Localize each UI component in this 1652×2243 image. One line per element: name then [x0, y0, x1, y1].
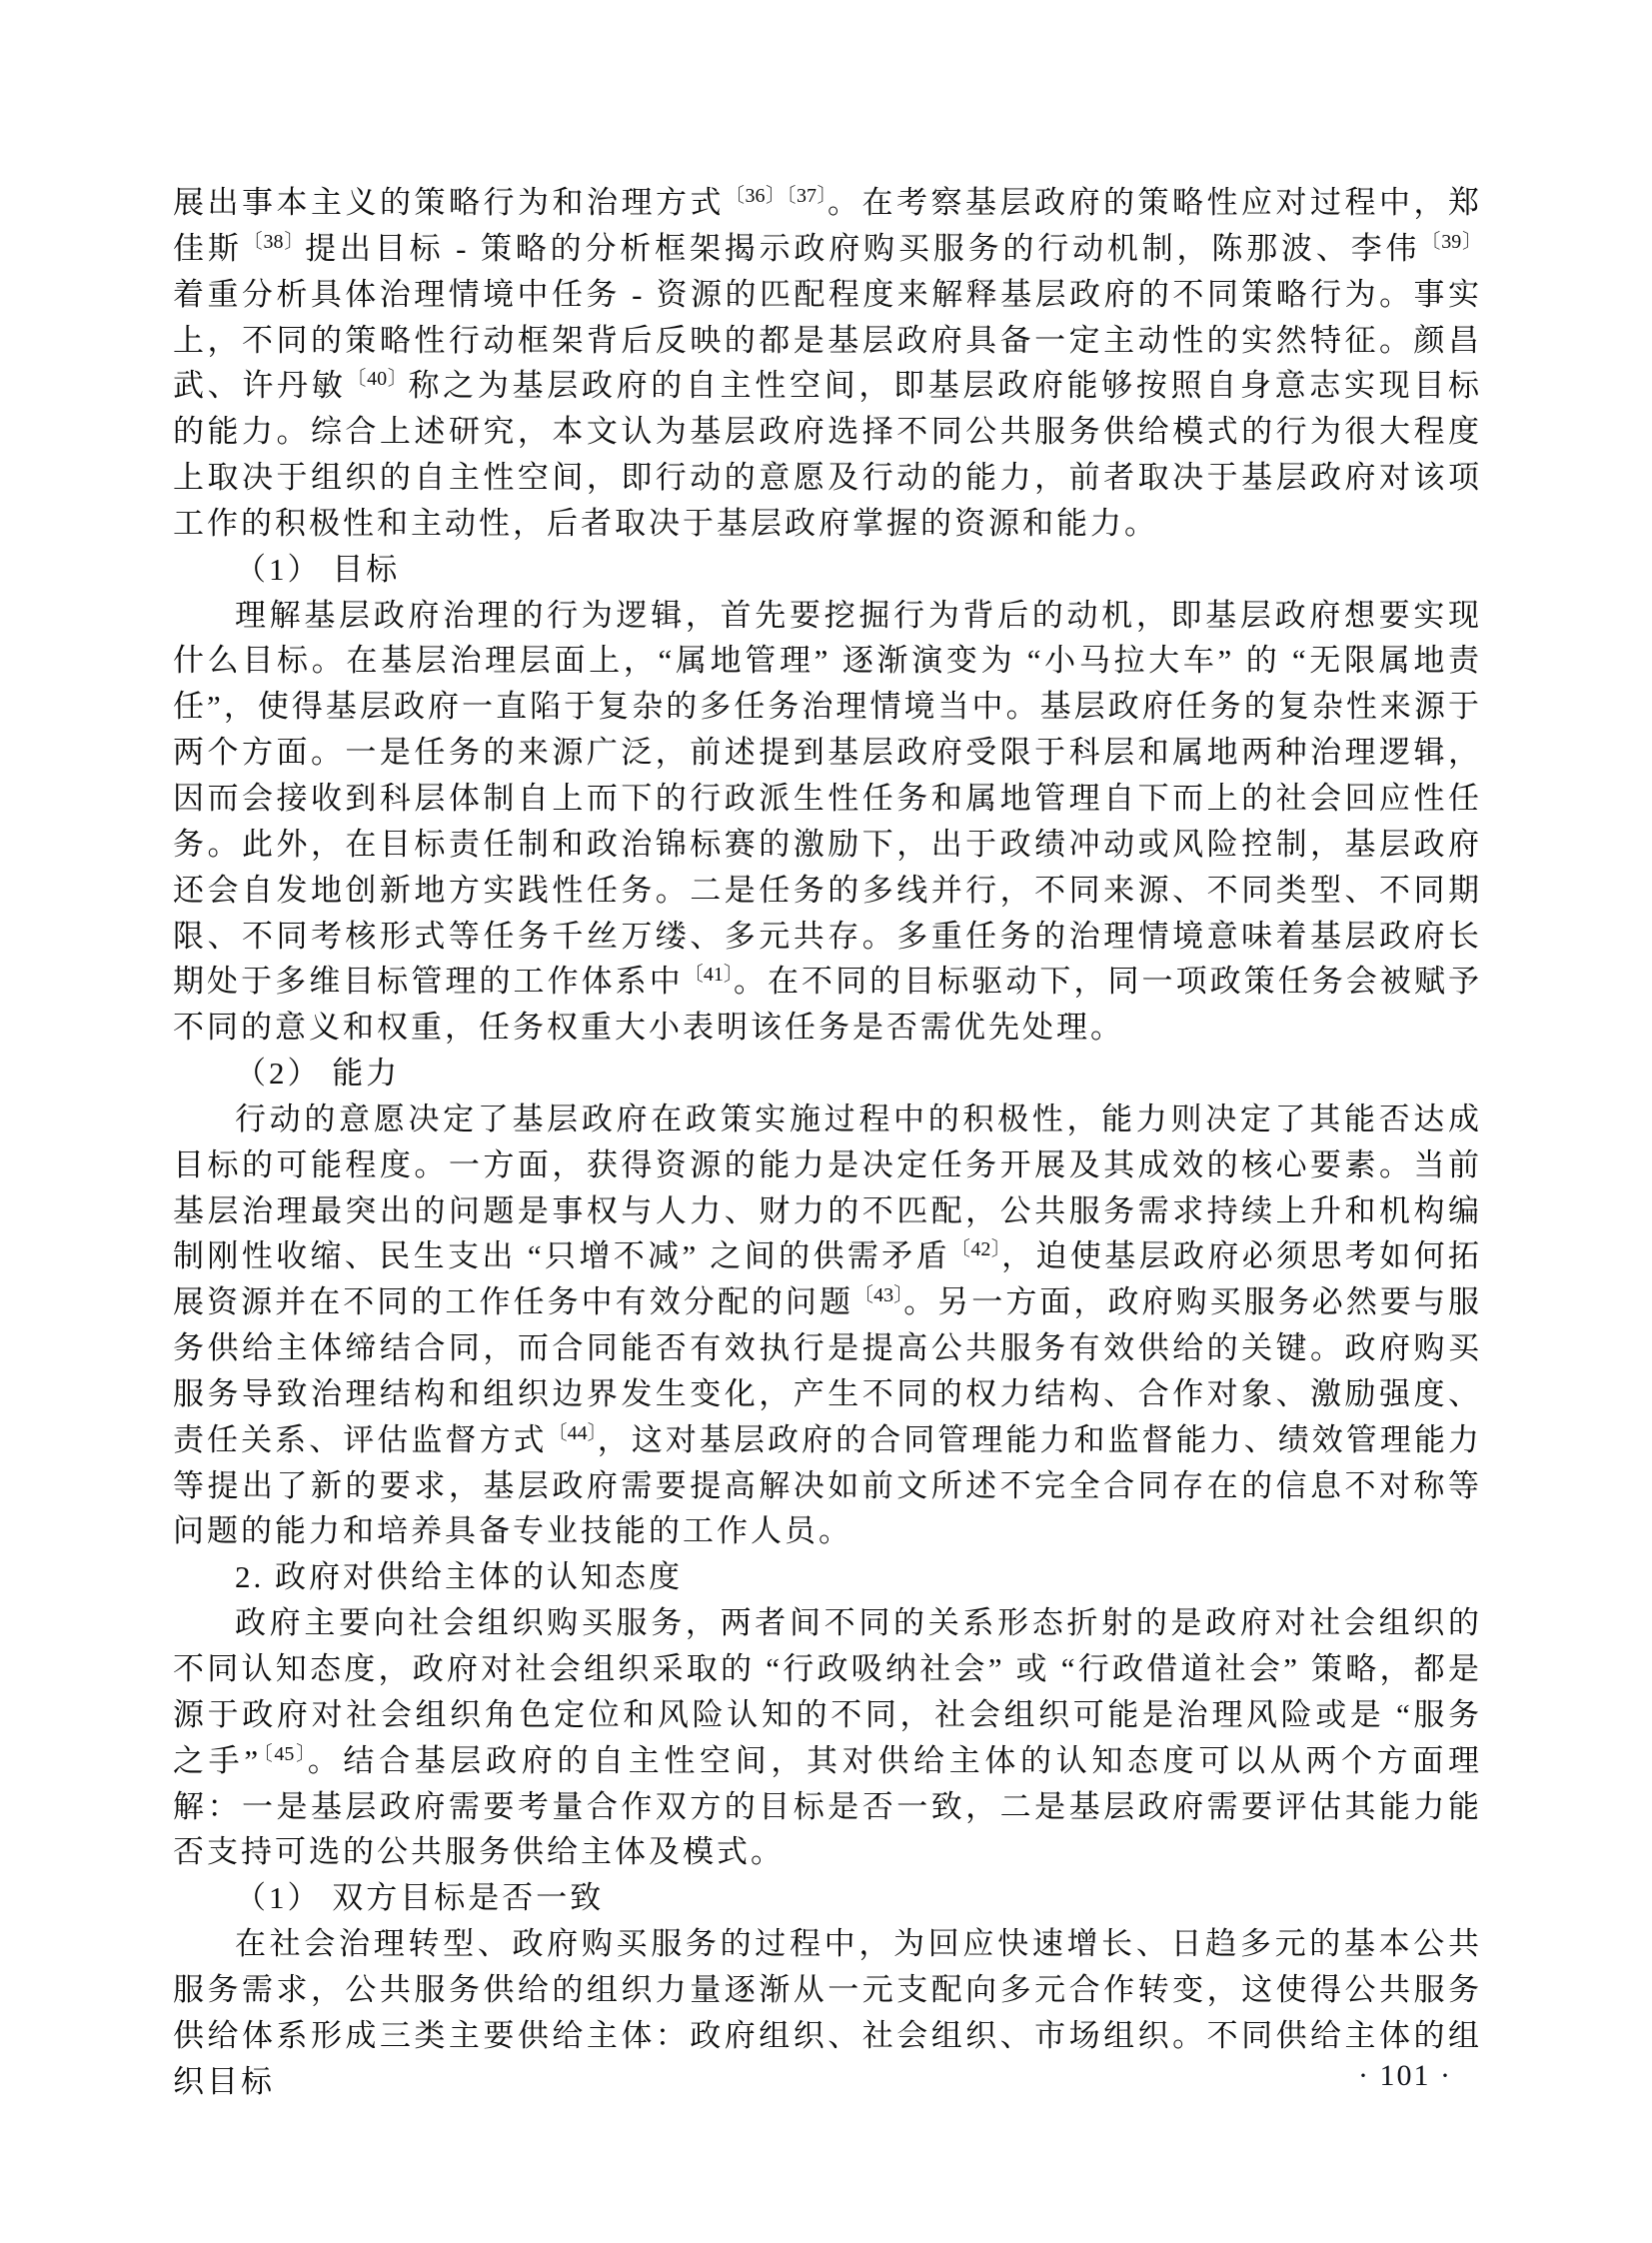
paragraph: 政府主要向社会组织购买服务，两者间不同的关系形态折射的是政府对社会组织的不同认知态度，政府对社会组织采取的 “行政吸纳社会” 或 “行政借道社会” 策略，都是源于政府对社会组织角色定位和风险认知的不同，社会组织可能是治理风险或是 “服务之手”$^{〔45〕}$。结合基层政府的自主性空间，其对供给主体的认知态度可以从两个方面理解：一是基层政府需要考量合作双方的目标是否一致，二是基层政府需要评估其能力能否支持可选的公共服务供给主体及模式。 — [173, 1605, 1482, 1870]
citation-reference: 〔40〕 — [346, 368, 409, 391]
section-subheading: （2） 能力 — [235, 1056, 401, 1092]
section-subheading: （1） 双方目标是否一致 — [235, 1880, 605, 1916]
citation-reference: 〔39〕 — [1420, 230, 1483, 253]
section-subheading: （1） 目标 — [235, 551, 401, 587]
paragraph: 行动的意愿决定了基层政府在政策实施过程中的积极性，能力则决定了其能否达成目标的可能程度。一方面，获得资源的能力是决定任务开展及其成效的核心要素。当前基层治理最突出的问题是事权与人力、财力的不匹配，公共服务需求持续上升和机构编制刚性收缩、民生支出 “只增不减” 之间的供需矛盾$^{〔42〕}$，迫使基层政府必须思考如何拓展资源并在不同的工作任务中有效分配的问题$^{〔43〕}$。另一方面，政府购买服务必然要与服务供给主体缔结合同，而合同能否有效执行是提高公共服务有效供给的关键。政府购买服务导致治理结构和组织边界发生变化，产生不同的权力结构、合作对象、激励强度、责任关系、评估监督方式$^{〔44〕}$，这对基层政府的合同管理能力和监督能力、绩效管理能力等提出了新的要求，基层政府需要提高解决如前文所述不完全合同存在的信息不对称等问题的能力和培养具备专业技能的工作人员。 — [173, 1101, 1483, 1549]
section-subheading: 2. 政府对供给主体的认知态度 — [235, 1559, 683, 1595]
paragraph: 理解基层政府治理的行为逻辑，首先要挖掘行为背后的动机，即基层政府想要实现什么目标。在基层治理层面上，“属地管理” 逐渐演变为 “小马拉大车” 的 “无限属地责任”，使得基层政府一直陷于复杂的多任务治理情境当中。基层政府任务的复杂性来源于两个方面。一是任务的来源广泛，前述提到基层政府受限于科层和属地两种治理逻辑，因而会接收到科层体制自上而下的行政派生性任务和属地管理自下而上的社会回应性任务。此外，在目标责任制和政治锦标赛的激励下，出于政绩冲动或风险控制，基层政府还会自发地创新地方实践性任务。二是任务的多线并行，不同来源、不同类型、不同期限、不同考核形式等任务千丝万缕、多元共存。多重任务的治理情境意味着基层政府长期处于多维目标管理的工作体系中$^{〔41〕}$。在不同的目标驱动下，同一项政策任务会被赋予不同的意义和权重，任务权重大小表明该任务是否需优先处理。 — [173, 597, 1483, 1046]
citation-reference: 〔41〕 — [683, 964, 734, 987]
citation-reference: 〔42〕 — [950, 1238, 1002, 1261]
page-number: · 101 · — [1358, 2059, 1452, 2092]
paragraph: 在社会治理转型、政府购买服务的过程中，为回应快速增长、日趋多元的基本公共服务需求，公共服务供给的组织力量逐渐从一元支配向多元合作转变，这使得公共服务供给体系形成三类主要供给主体：政府组织、社会组织、市场组织。不同供给主体的组织目标 — [173, 1926, 1482, 2099]
citation-reference: 〔36〕〔37〕 — [725, 185, 827, 207]
text-block — [173, 180, 1482, 2104]
citation-reference: 〔43〕 — [853, 1284, 904, 1307]
citation-reference: 〔45〕 — [261, 1742, 308, 1765]
citation-reference: 〔38〕 — [242, 230, 306, 253]
paragraph: 展出事本主义的策略行为和治理方式$^{〔36〕〔37〕}$。在考察基层政府的策略性应对过程中，郑佳斯$^{〔38〕}$提出目标 - 策略的分析框架揭示政府购买服务的行动机制，陈那波、李伟$^{〔39〕}$着重分析具体治理情境中任务 - 资源的匹配程度来解释基层政府的不同策略行为。事实上，不同的策略性行动框架背后反映的都是基层政府具备一定主动性的实然特征。颜昌武、许丹敏$^{〔40〕}$称之为基层政府的自主性空间，即基层政府能够按照自身意志实现目标的能力。综合上述研究，本文认为基层政府选择不同公共服务供给模式的行为很大程度上取决于组织的自主性空间，即行动的意愿及行动的能力，前者取决于基层政府对该项工作的积极性和主动性，后者取决于基层政府掌握的资源和能力。 — [173, 185, 1483, 541]
citation-reference: 〔44〕 — [547, 1421, 598, 1444]
